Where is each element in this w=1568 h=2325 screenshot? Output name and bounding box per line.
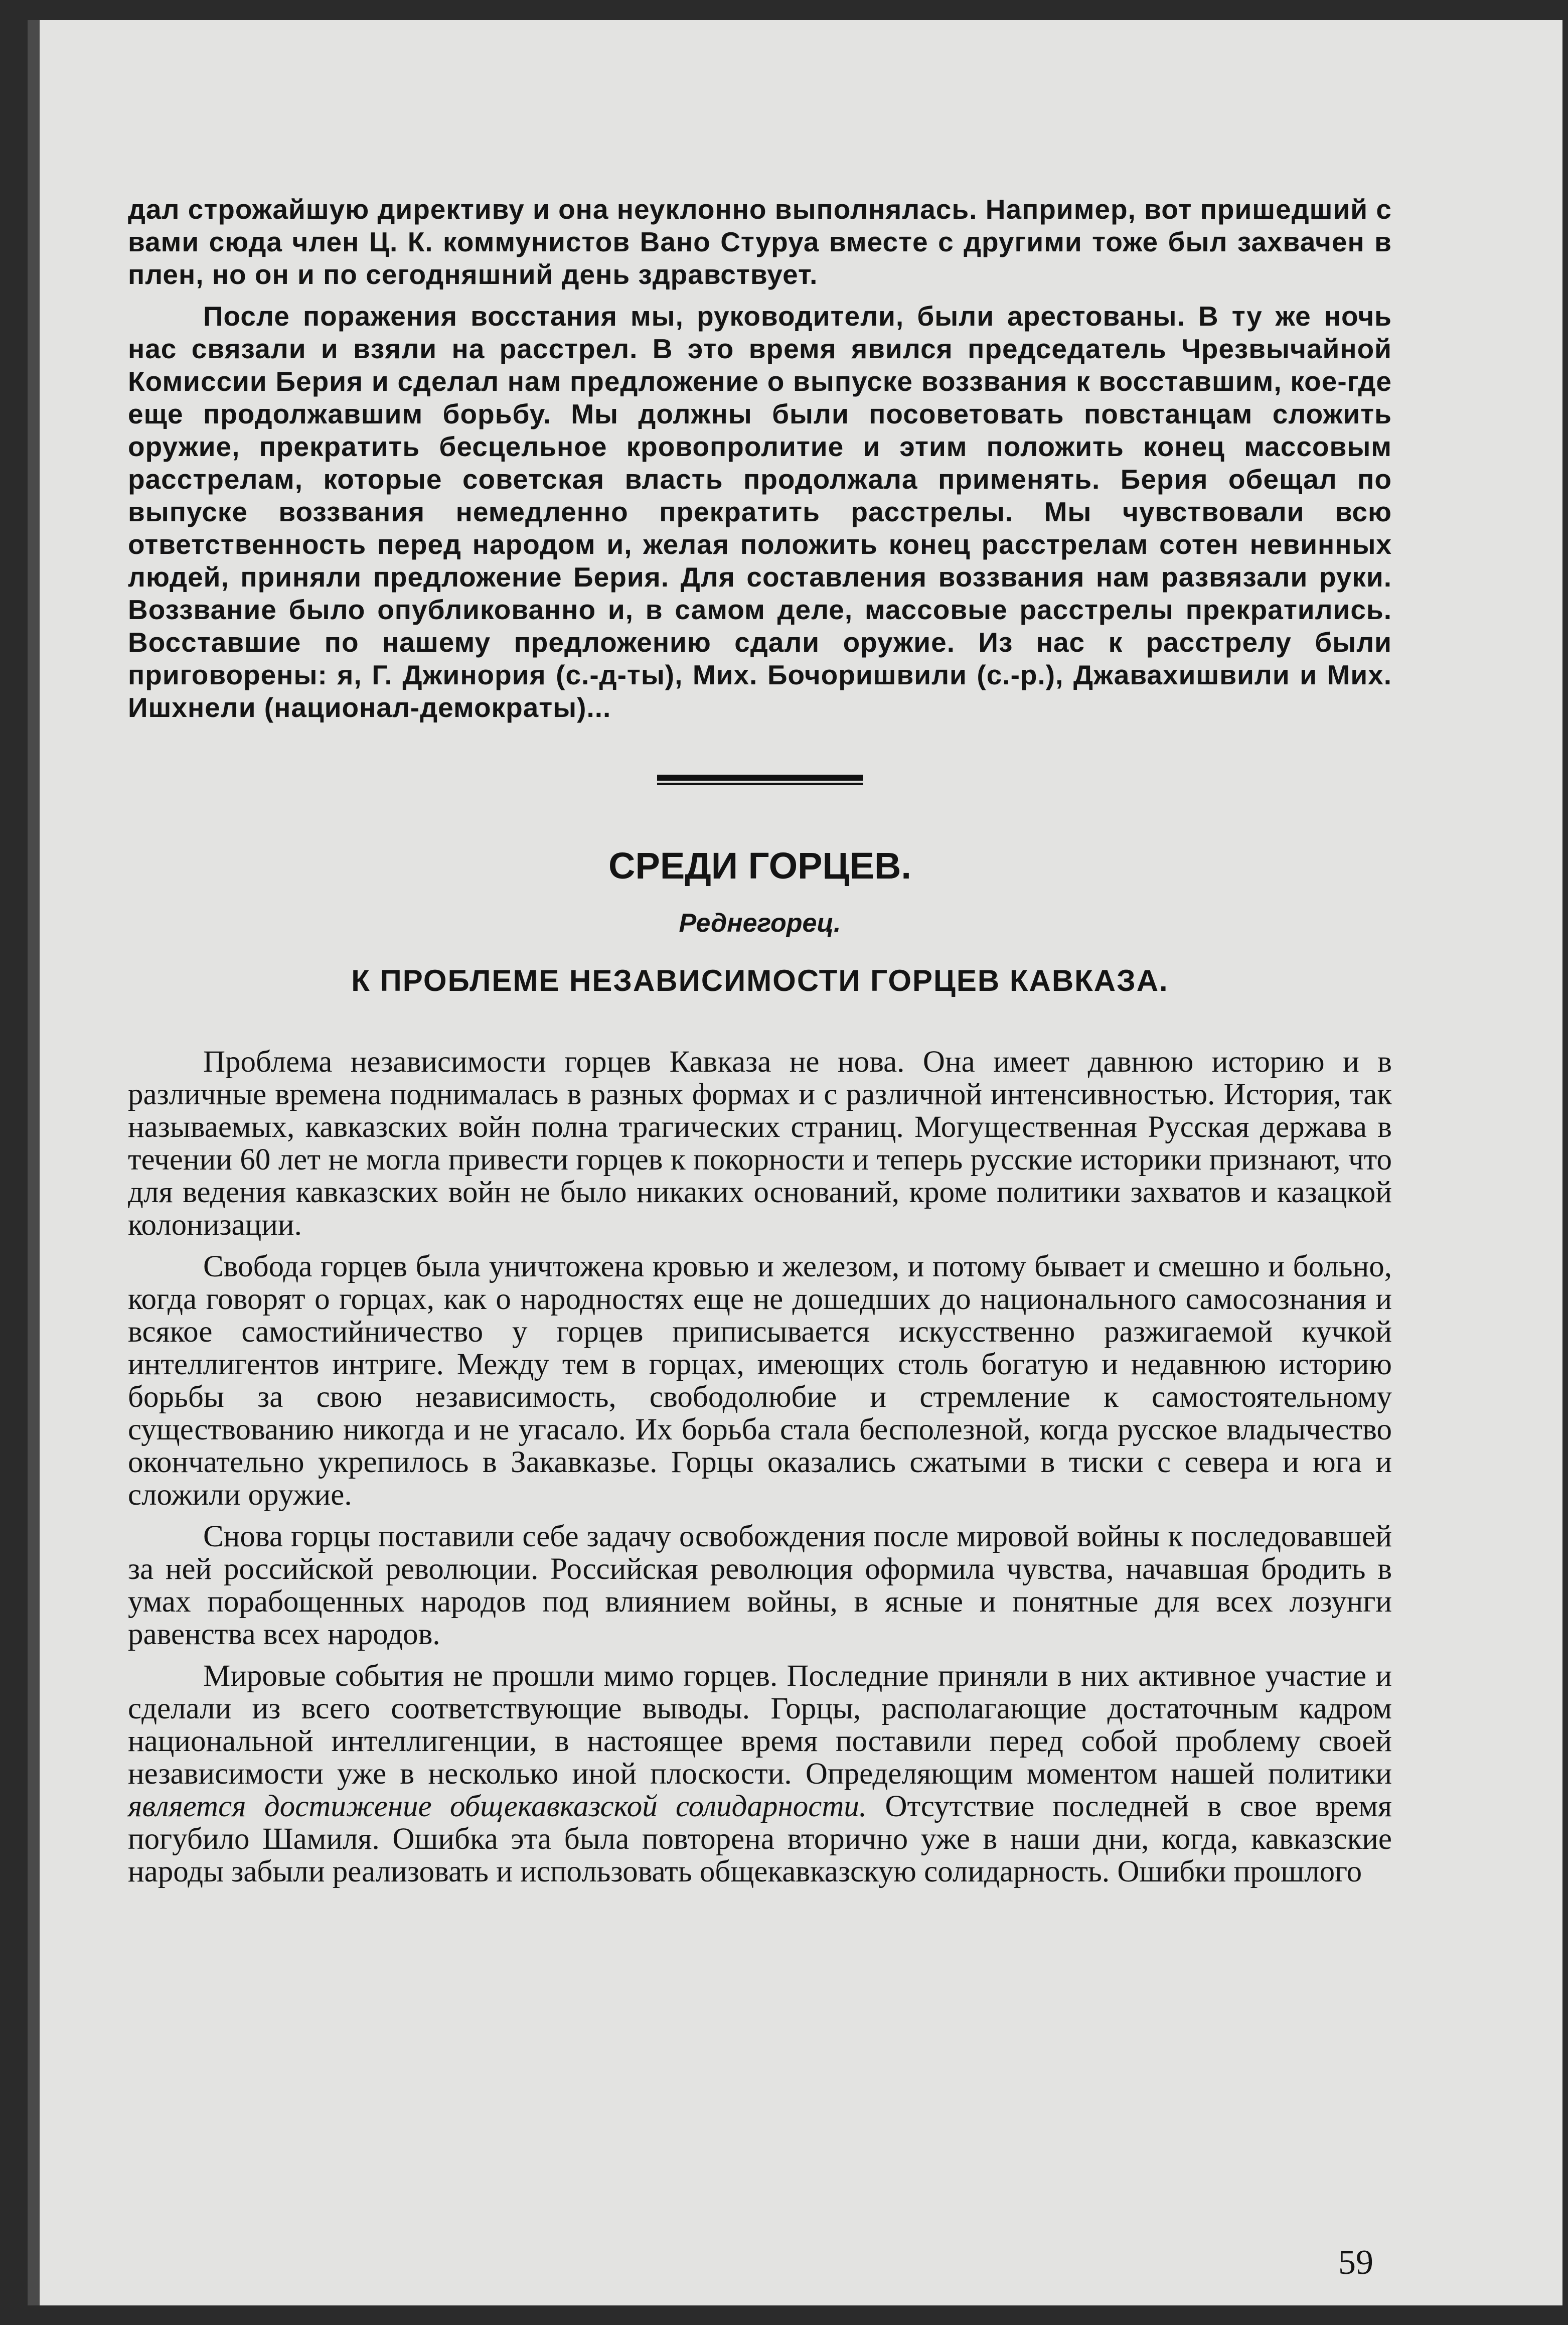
article-author: Реднегорец. [679,909,841,938]
article-body [128,1046,1392,1888]
page-content [128,193,1392,1888]
paragraph-4-end: Отсутствие последней в свое время погубило Шамиля. Ошибка эта была повторена вторично уже в наши дни, когда, кавказские народы забыли реализовать и использовать общекавказскую солидарность. Ошибки прошлого [128,1790,1392,1888]
article-paragraph-1: Проблема независимости горцев Кавказа не нова. Она имеет давнюю историю и в различные времена поднималась в разных формах и с различной интенсивностью. История, так называемых, кавказских войн полна трагических страниц. Могущественная Русская держава в течении 60 лет не могла привести горцев к покорности и теперь русские историки признают, что для ведения кавказских войн не было никаких оснований, кроме политики захватов и казацкой колонизации. [128,1045,1392,1242]
section-divider [657,772,863,787]
article-paragraph-4 [128,1660,1392,1888]
article-paragraph-2: Свобода горцев была уничтожена кровью и железом, и потому бывает и смешно и больно, когда говорят о горцах, как о народностях еще не дошедших до национального самосознания и всякое самостийничество у горцев приписывается искусственно разжигаемой кучкой интеллигентов интриге. Между тем в горцах, имеющих столь богатую и недавнюю историю борьбы за свою независимость, свободолюбие и стремление к самостоятельному существованию никогда и не угасало. Их борьба стала бесполезной, когда русское владычество окончательно укрепилось в Закавказье. Горцы оказались сжатыми в тиски с севера и юга и сложили оружие. [128,1250,1392,1512]
paragraph-arrest: После поражения восстания мы, руководители, были арестованы. В ту же ночь нас связали и взяли на расстрел. В это время явился председатель Чрезвычайной Комиссии Берия и сделал нам предложение о выпуске воззвания к восставшим, кое-где еще продолжавшим борьбу. Мы должны были посоветовать повстанцам сложить оружие, прекратить бесцельное кровопролитие и этим положить конец массовым расстрелам, которые советская власть продолжала применять. Берия обещал по выпуске воззвания немедленно прекратить расстрелы. Мы чувствовали всю ответственность перед народом и, желая положить конец расстрелам сотен невинных людей, приняли предложение Берия. Для составления воззвания нам развязали руки. Воззвание было опубликованно и, в самом деле, массовые расстрелы прекратились. Восставшие по нашему предложению сдали оружие. Из нас к расстрелу были приговорены: я, Г. Джинория (с.-д-ты), Мих. Бочоришвили (с.-р.), Джавахишвили и Мих. Ишхнели (национал-демократы)... [128,301,1392,723]
paragraph-4-start: Мировые события не прошли мимо горцев. Последние приняли в них активное участие и сделали из всего соответствующие выводы. Горцы, располагающие достаточным кадром национальной интеллигенции, в настоящее время поставили перед собой проблему своей независимости уже в несколько иной плоскости. Определяющим моментом нашей политики [128,1659,1392,1791]
binding-edge [28,20,40,2305]
article-paragraph-3: Снова горцы поставили себе задачу освобождения после мировой войны к последовавшей за ней российской революции. Российская революция оформила чувства, начавшая бродить в умах порабощенных народов под влиянием войны, в ясные и понятные для всех лозунги равенства всех народов. [128,1520,1392,1651]
emphasized-phrase: является достижение общекавказской солидарности. [128,1790,867,1823]
page-number: 59 [1338,2243,1373,2282]
paragraph-continued: дал строжайшую директиву и она неуклонно выполнялась. Например, вот пришедший с вами сюда член Ц. К. коммунистов Вано Стуруа вместе с другими тоже был захвачен в плен, но он и по сегодняшний день здравствует. [128,194,1392,290]
section-title: СРЕДИ ГОРЦЕВ. [608,845,911,887]
article-title: К ПРОБЛЕМЕ НЕЗАВИСИМОСТИ ГОРЦЕВ КАВКАЗА. [351,964,1169,997]
